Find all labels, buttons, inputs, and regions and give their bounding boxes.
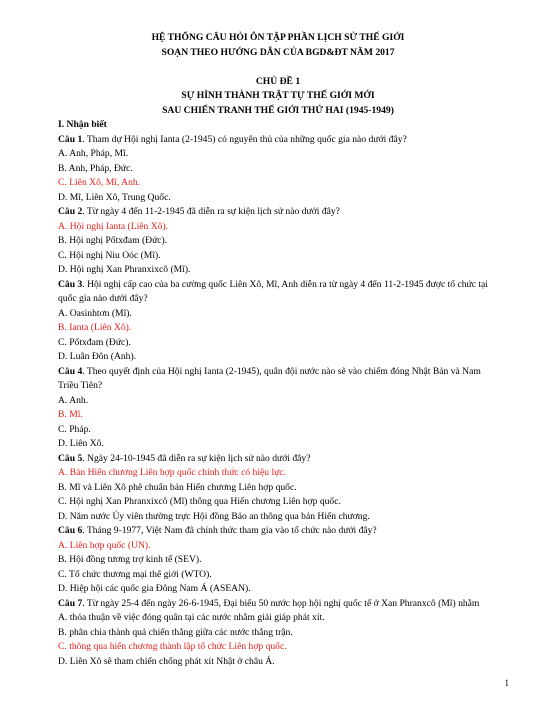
answer-option: D. Liên Xô sẽ tham chiến chống phát xít Nhật ở châu Á. — [58, 655, 275, 667]
answer-option: A. thỏa thuận về việc đóng quân tại các nước nhằm giải giáp phát xít. — [58, 612, 325, 623]
answer-option: C. Tổ chức thương mại thế giới (WTO). — [58, 568, 212, 580]
header-line-2: SOẠN THEO HƯỚNG DẪN CỦA BGD&ĐT NĂM 2017 — [161, 46, 395, 58]
answer-option-correct: A. Hội nghị Ianta (Liên Xô). — [58, 220, 169, 232]
question-block — [58, 597, 498, 670]
answer-option: D. Hiệp hội các quốc gia Đông Nam Á (ASEAN). — [58, 583, 251, 594]
answer-option-correct: C. thông qua hiến chương thành lập tổ chức Liên hợp quốc. — [58, 641, 287, 652]
question-block — [58, 365, 498, 452]
answer-option: C. Hội nghị Niu Oóc (Mĩ). — [58, 249, 161, 261]
question-stem — [58, 133, 498, 148]
document-content — [58, 31, 498, 669]
question-block — [58, 452, 498, 525]
answer-option-correct: A. Liên hợp quốc (UN). — [58, 539, 151, 551]
header-line-1: HỆ THỐNG CÂU HỎI ÔN TẬP PHẦN LỊCH SỬ THẾ GIỚI — [151, 32, 405, 43]
answer-option: C. Pháp. — [58, 423, 91, 435]
question-stem — [58, 524, 498, 539]
question-text: . Từ ngày 4 đến 11-2-1945 đã diễn ra sự kiện lịch sử nào dưới đây? — [82, 206, 340, 217]
answer-option: B. phân chia thành quả chiến thắng giữa các nước thắng trận. — [58, 626, 293, 638]
question-stem — [58, 278, 498, 307]
answer-option: D. Hội nghị Xan Phranxixcô (Mĩ). — [58, 264, 191, 275]
question-number: Câu 5 — [58, 452, 83, 464]
question-number: Câu 3 — [58, 278, 83, 290]
question-list — [58, 133, 498, 670]
question-stem — [58, 205, 498, 220]
answer-option: B. Hội nghị Pốtxđam (Đức). — [58, 235, 168, 246]
answer-option: B. Anh, Pháp, Đức. — [58, 162, 133, 174]
document-header — [58, 31, 498, 60]
question-stem — [58, 597, 498, 612]
question-text: . Từ ngày 25-4 đến ngày 26-6-1945, Đại biểu 50 nước họp hội nghị quốc tế ở Xan Phranxcô (Mĩ) nhằm — [82, 597, 480, 609]
question-text: . Ngày 24-10-1945 đã diễn ra sự kiện lịch sử nào dưới đây? — [82, 452, 311, 464]
answer-option-correct: B. Ianta (Liên Xô). — [58, 322, 132, 333]
answer-option: D. Mĩ, Liên Xô, Trung Quốc. — [58, 191, 171, 203]
question-number: Câu 6 — [58, 525, 83, 536]
question-block — [58, 133, 498, 206]
question-stem — [58, 452, 498, 467]
topic-line-3: SAU CHIẾN TRANH THẾ GIỚI THỨ HAI (1945-1949) — [162, 104, 394, 116]
question-text: . Theo quyết định của Hội nghị Ianta (2-1945), quân đội nước nào sẽ vào chiếm đóng Nhật Bản và Nam Triều Tiên? — [58, 365, 481, 391]
question-block — [58, 524, 498, 597]
answer-option: C. Hội nghị Xan Phranxixcô (Mĩ) thông qua Hiến chương Liên hợp quốc. — [58, 496, 341, 507]
answer-option: A. Oasinhtơn (Mĩ). — [58, 307, 132, 319]
page-number: 1 — [504, 678, 509, 688]
section-heading: I. Nhận biết — [58, 119, 107, 130]
question-text: . Tháng 9-1977, Việt Nam đã chính thức tham gia vào tổ chức nào dưới đây? — [82, 525, 377, 536]
answer-option: C. Pốtxđam (Đức). — [58, 336, 131, 348]
question-text: . Tham dự Hội nghị Ianta (2-1945) có nguyên thủ của những quốc gia nào dưới đây? — [82, 133, 407, 145]
answer-option: D. Luân Đôn (Anh). — [58, 351, 137, 362]
topic-line-1: CHỦ ĐỀ 1 — [255, 75, 301, 87]
answer-option: D. Liên Xô. — [58, 438, 104, 449]
answer-option: D. Năm nước Ủy viên thường trực Hội đồng Bảo an thông qua bản Hiến chương. — [58, 510, 370, 522]
question-number: Câu 4 — [58, 365, 83, 377]
question-stem — [58, 365, 498, 394]
topic-line-2: SỰ HÌNH THÀNH TRẬT TỰ THẾ GIỚI MỚI — [181, 90, 375, 101]
question-number: Câu 7 — [58, 597, 83, 609]
answer-option: B. Hội đồng tương trợ kinh tế (SEV). — [58, 554, 202, 565]
topic-header — [58, 75, 498, 119]
question-block — [58, 278, 498, 365]
answer-option: A. Anh. — [58, 394, 89, 406]
answer-option-correct: C. Liên Xô, Mĩ, Anh. — [58, 177, 141, 188]
answer-option-correct: B. Mĩ. — [58, 409, 83, 420]
answer-option: A. Anh, Pháp, Mĩ. — [58, 148, 129, 159]
answer-option: B. Mĩ và Liên Xô phê chuẩn bản Hiến chương Liên hợp quốc. — [58, 481, 297, 493]
answer-option-correct: A. Bản Hiến chương Liên hợp quốc chính thức có hiệu lực. — [58, 467, 286, 478]
question-number: Câu 2 — [58, 206, 83, 217]
question-number: Câu 1 — [58, 133, 83, 145]
question-block — [58, 205, 498, 278]
question-text: . Hội nghị cấp cao của ba cường quốc Liên Xô, Mĩ, Anh diễn ra từ ngày 4 đến 11-2-1945 được tổ chức tại quốc gia nào dưới đây? — [58, 278, 488, 304]
